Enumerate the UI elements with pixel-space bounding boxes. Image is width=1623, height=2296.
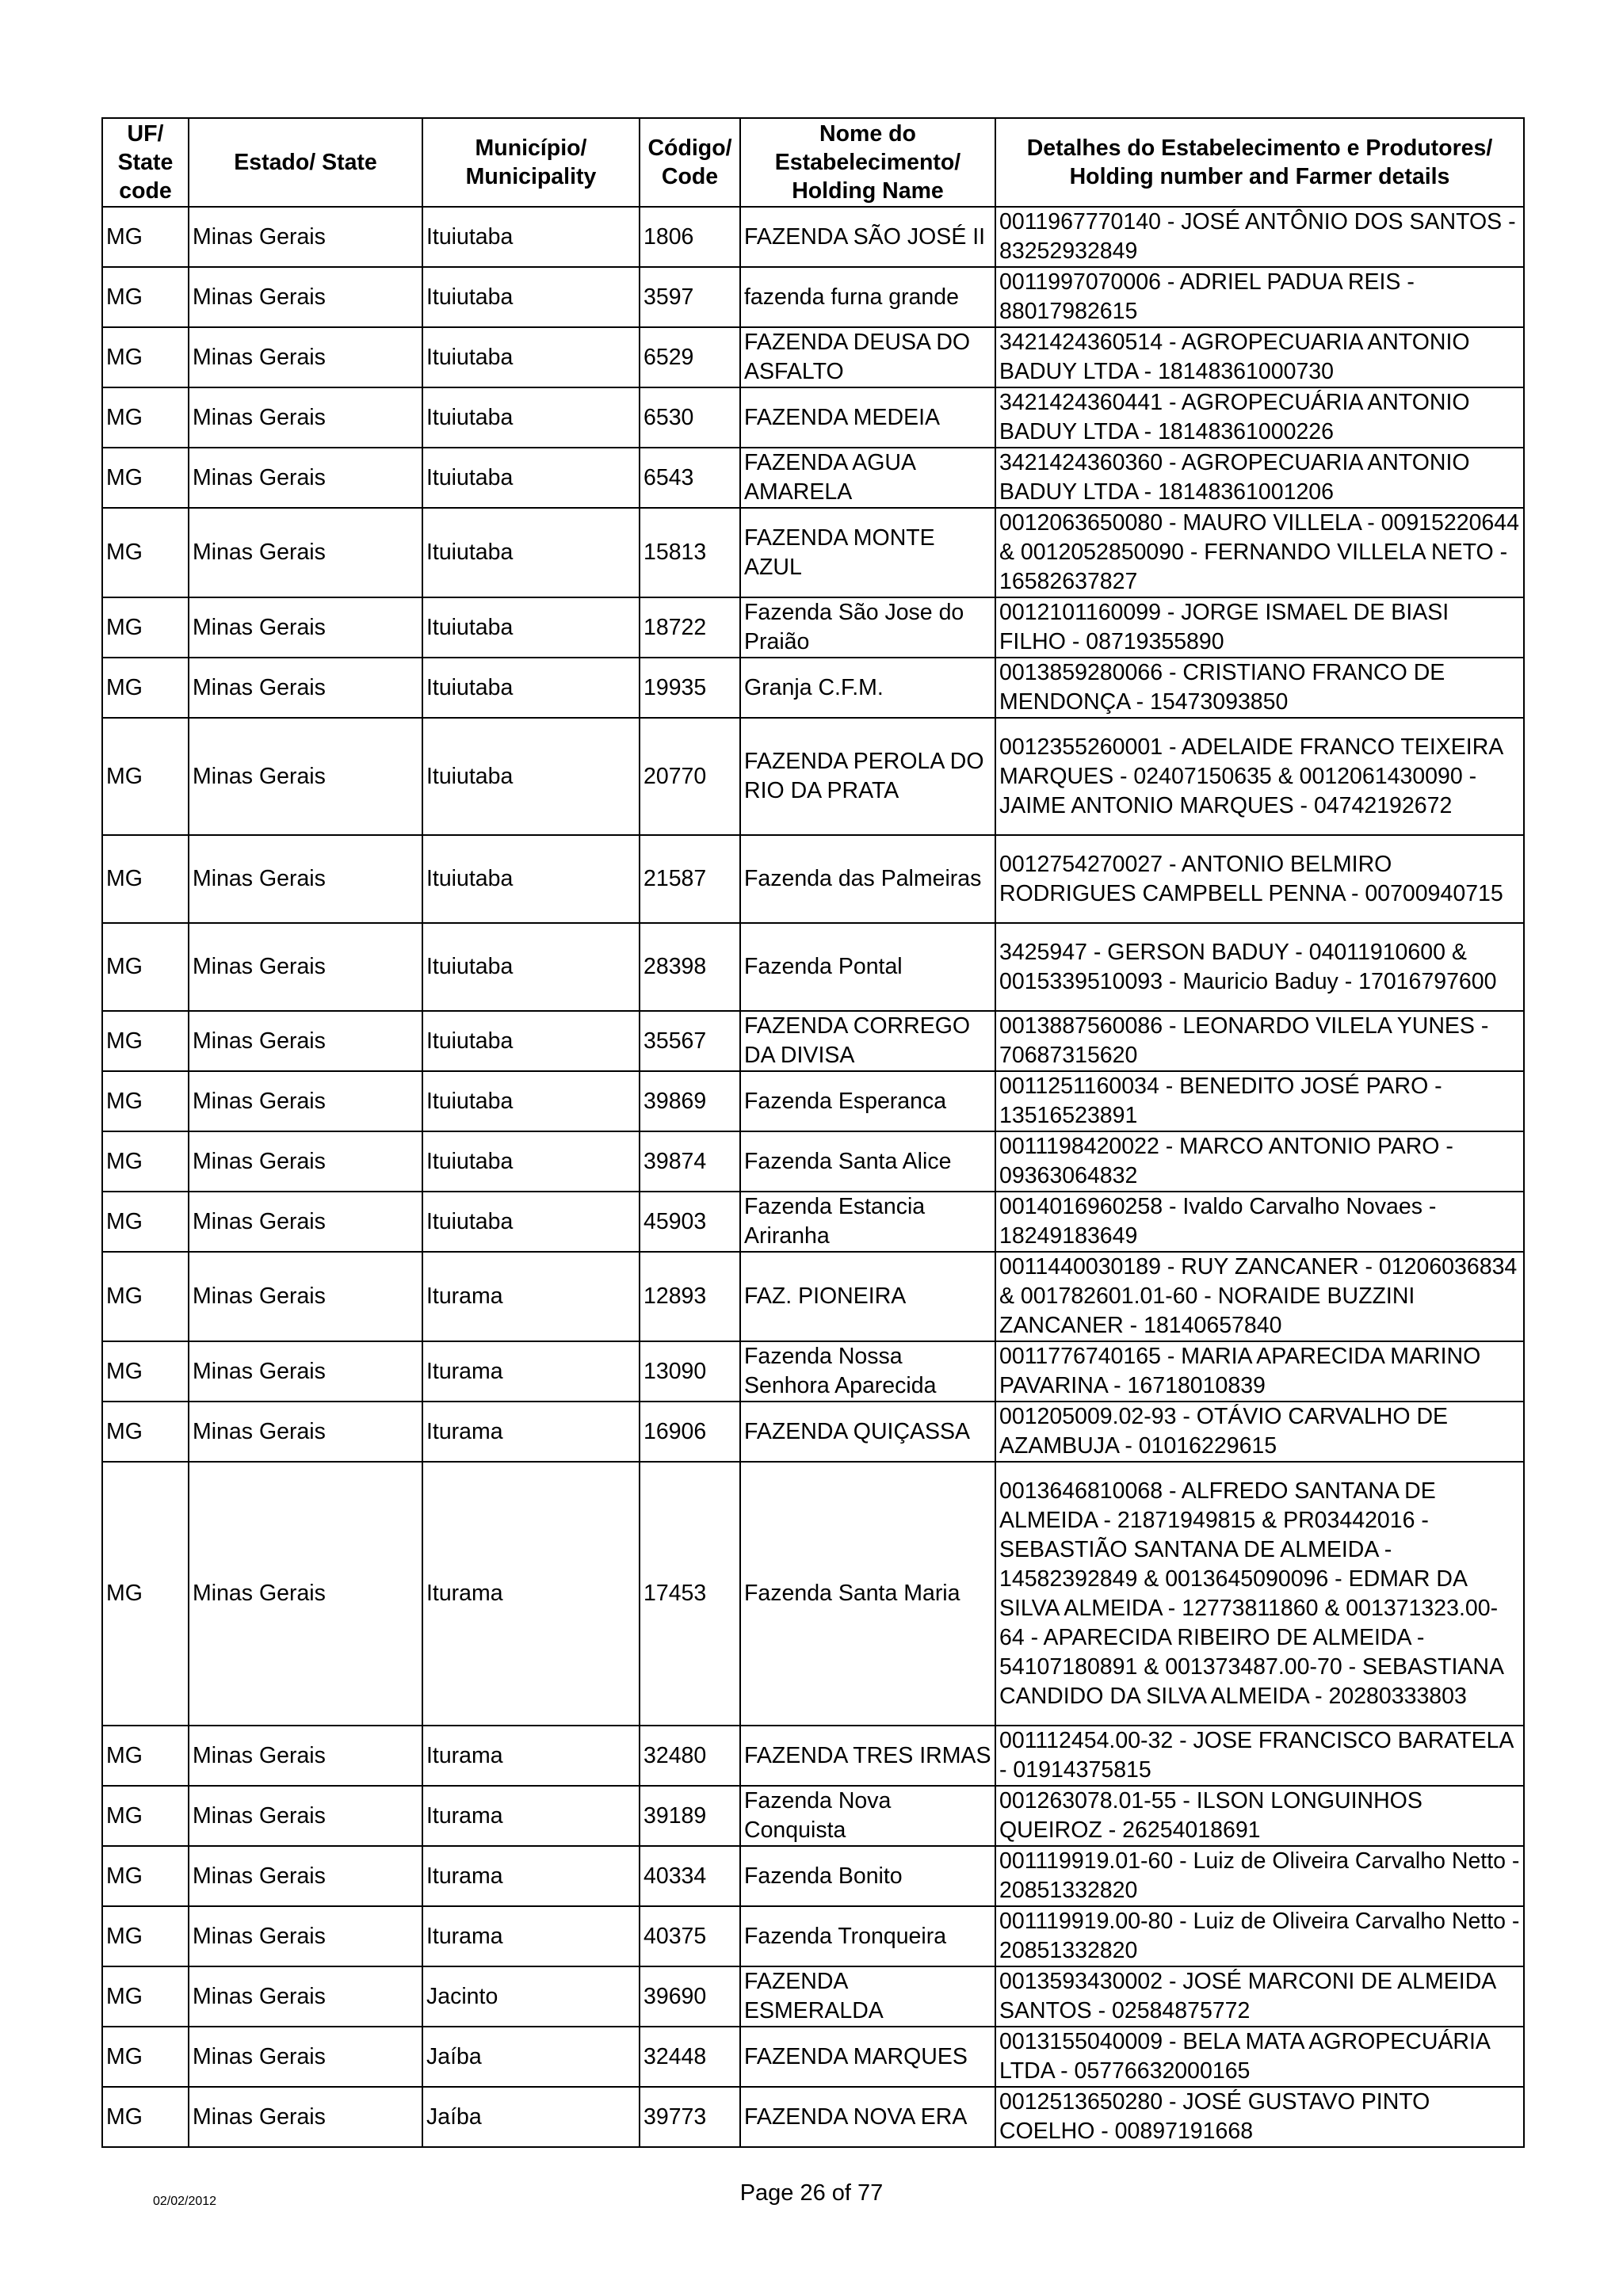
cell-detalhes: 0012101160099 - JORGE ISMAEL DE BIASI FILHO - 08719355890	[995, 597, 1524, 658]
cell-uf: MG	[102, 508, 189, 597]
cell-detalhes: 0014016960258 - Ivaldo Carvalho Novaes - 18249183649	[995, 1192, 1524, 1252]
cell-codigo: 39874	[640, 1131, 740, 1192]
cell-uf: MG	[102, 2027, 189, 2087]
table-row	[102, 267, 1524, 327]
cell-municipio: Jacinto	[422, 1966, 640, 2027]
table-body	[102, 207, 1524, 2147]
cell-municipio: Ituiutaba	[422, 327, 640, 387]
cell-detalhes: 001119919.00-80 - Luiz de Oliveira Carvalho Netto - 20851332820	[995, 1906, 1524, 1966]
cell-uf: MG	[102, 2087, 189, 2147]
cell-detalhes: 001119919.01-60 - Luiz de Oliveira Carvalho Netto - 20851332820	[995, 1846, 1524, 1906]
table-row	[102, 597, 1524, 658]
cell-uf: MG	[102, 1341, 189, 1402]
cell-uf: MG	[102, 597, 189, 658]
cell-municipio: Ituiutaba	[422, 1131, 640, 1192]
cell-detalhes: 0012513650280 - JOSÉ GUSTAVO PINTO COELHO - 00897191668	[995, 2087, 1524, 2147]
cell-codigo: 3597	[640, 267, 740, 327]
cell-estado: Minas Gerais	[189, 1252, 422, 1341]
cell-nome: Fazenda Santa Maria	[740, 1462, 995, 1726]
cell-estado: Minas Gerais	[189, 923, 422, 1011]
cell-detalhes: 0011776740165 - MARIA APARECIDA MARINO PAVARINA - 16718010839	[995, 1341, 1524, 1402]
cell-detalhes: 0011251160034 - BENEDITO JOSÉ PARO - 13516523891	[995, 1071, 1524, 1131]
cell-nome: Fazenda Bonito	[740, 1846, 995, 1906]
cell-nome: Fazenda das Palmeiras	[740, 835, 995, 923]
cell-municipio: Ituiutaba	[422, 835, 640, 923]
footer-date: 02/02/2012	[153, 2195, 217, 2208]
cell-uf: MG	[102, 1846, 189, 1906]
cell-municipio: Ituiutaba	[422, 1192, 640, 1252]
cell-uf: MG	[102, 1966, 189, 2027]
cell-nome: fazenda furna grande	[740, 267, 995, 327]
cell-uf: MG	[102, 1786, 189, 1846]
cell-nome: Fazenda São Jose do Praião	[740, 597, 995, 658]
table-row	[102, 1071, 1524, 1131]
cell-estado: Minas Gerais	[189, 2027, 422, 2087]
cell-estado: Minas Gerais	[189, 1846, 422, 1906]
cell-nome: FAZENDA QUIÇASSA	[740, 1402, 995, 1462]
cell-codigo: 32448	[640, 2027, 740, 2087]
cell-uf: MG	[102, 1192, 189, 1252]
cell-detalhes: 0013155040009 - BELA MATA AGROPECUÁRIA LTDA - 05776632000165	[995, 2027, 1524, 2087]
cell-uf: MG	[102, 1252, 189, 1341]
cell-detalhes: 0011997070006 - ADRIEL PADUA REIS - 88017982615	[995, 267, 1524, 327]
cell-detalhes: 3425947 - GERSON BADUY - 04011910600 & 0015339510093 - Mauricio Baduy - 17016797600	[995, 923, 1524, 1011]
cell-municipio: Ituiutaba	[422, 207, 640, 267]
table-row	[102, 1341, 1524, 1402]
table-row	[102, 923, 1524, 1011]
cell-municipio: Iturama	[422, 1252, 640, 1341]
cell-nome: FAZENDA MARQUES	[740, 2027, 995, 2087]
cell-nome: FAZENDA ESMERALDA	[740, 1966, 995, 2027]
cell-estado: Minas Gerais	[189, 658, 422, 718]
cell-detalhes: 001205009.02-93 - OTÁVIO CARVALHO DE AZAMBUJA - 01016229615	[995, 1402, 1524, 1462]
cell-municipio: Ituiutaba	[422, 923, 640, 1011]
cell-nome: FAZENDA SÃO JOSÉ II	[740, 207, 995, 267]
table-row	[102, 1846, 1524, 1906]
cell-estado: Minas Gerais	[189, 1131, 422, 1192]
cell-estado: Minas Gerais	[189, 1071, 422, 1131]
table-row	[102, 387, 1524, 448]
header-estado: Estado/ State	[189, 118, 422, 207]
cell-codigo: 18722	[640, 597, 740, 658]
table-row	[102, 1726, 1524, 1786]
cell-uf: MG	[102, 1011, 189, 1071]
footer-page-number: Page 26 of 77	[739, 2180, 884, 2206]
table-row	[102, 1402, 1524, 1462]
cell-nome: Granja C.F.M.	[740, 658, 995, 718]
cell-uf: MG	[102, 1462, 189, 1726]
cell-estado: Minas Gerais	[189, 718, 422, 835]
cell-nome: Fazenda Tronqueira	[740, 1906, 995, 1966]
cell-municipio: Ituiutaba	[422, 267, 640, 327]
table-header-row	[102, 118, 1524, 207]
cell-nome: Fazenda Nossa Senhora Aparecida	[740, 1341, 995, 1402]
cell-estado: Minas Gerais	[189, 207, 422, 267]
table-row	[102, 835, 1524, 923]
header-uf: UF/ State code	[102, 118, 189, 207]
cell-codigo: 40334	[640, 1846, 740, 1906]
cell-municipio: Ituiutaba	[422, 387, 640, 448]
table-row	[102, 448, 1524, 508]
table-row	[102, 1131, 1524, 1192]
cell-uf: MG	[102, 1402, 189, 1462]
cell-municipio: Jaíba	[422, 2027, 640, 2087]
cell-municipio: Ituiutaba	[422, 1011, 640, 1071]
cell-estado: Minas Gerais	[189, 1966, 422, 2027]
cell-codigo: 28398	[640, 923, 740, 1011]
cell-codigo: 6530	[640, 387, 740, 448]
cell-detalhes: 3421424360514 - AGROPECUARIA ANTONIO BADUY LTDA - 18148361000730	[995, 327, 1524, 387]
cell-uf: MG	[102, 1906, 189, 1966]
cell-nome: FAZENDA DEUSA DO ASFALTO	[740, 327, 995, 387]
cell-estado: Minas Gerais	[189, 1462, 422, 1726]
cell-codigo: 32480	[640, 1726, 740, 1786]
cell-municipio: Iturama	[422, 1462, 640, 1726]
cell-detalhes: 3421424360360 - AGROPECUARIA ANTONIO BADUY LTDA - 18148361001206	[995, 448, 1524, 508]
cell-municipio: Jaíba	[422, 2087, 640, 2147]
cell-estado: Minas Gerais	[189, 1192, 422, 1252]
cell-codigo: 19935	[640, 658, 740, 718]
cell-municipio: Ituiutaba	[422, 597, 640, 658]
cell-codigo: 21587	[640, 835, 740, 923]
cell-estado: Minas Gerais	[189, 508, 422, 597]
cell-uf: MG	[102, 387, 189, 448]
cell-nome: FAZENDA NOVA ERA	[740, 2087, 995, 2147]
cell-municipio: Ituiutaba	[422, 1071, 640, 1131]
cell-codigo: 6543	[640, 448, 740, 508]
cell-nome: Fazenda Esperanca	[740, 1071, 995, 1131]
table-row	[102, 1011, 1524, 1071]
cell-detalhes: 0013859280066 - CRISTIANO FRANCO DE MENDONÇA - 15473093850	[995, 658, 1524, 718]
table-row	[102, 327, 1524, 387]
cell-estado: Minas Gerais	[189, 835, 422, 923]
holdings-table	[101, 117, 1525, 2148]
cell-detalhes: 0012355260001 - ADELAIDE FRANCO TEIXEIRA MARQUES - 02407150635 & 0012061430090 - JAIME ANTONIO MARQUES - 04742192672	[995, 718, 1524, 835]
cell-estado: Minas Gerais	[189, 1011, 422, 1071]
cell-nome: Fazenda Estancia Ariranha	[740, 1192, 995, 1252]
cell-estado: Minas Gerais	[189, 1786, 422, 1846]
cell-nome: FAZENDA CORREGO DA DIVISA	[740, 1011, 995, 1071]
cell-nome: Fazenda Santa Alice	[740, 1131, 995, 1192]
cell-municipio: Iturama	[422, 1726, 640, 1786]
table-row	[102, 1192, 1524, 1252]
cell-nome: FAZ. PIONEIRA	[740, 1252, 995, 1341]
cell-municipio: Ituiutaba	[422, 448, 640, 508]
cell-municipio: Ituiutaba	[422, 718, 640, 835]
cell-codigo: 39773	[640, 2087, 740, 2147]
header-municipio: Município/ Municipality	[422, 118, 640, 207]
cell-codigo: 13090	[640, 1341, 740, 1402]
cell-municipio: Ituiutaba	[422, 658, 640, 718]
cell-detalhes: 0012754270027 - ANTONIO BELMIRO RODRIGUES CAMPBELL PENNA - 00700940715	[995, 835, 1524, 923]
cell-estado: Minas Gerais	[189, 1341, 422, 1402]
cell-municipio: Iturama	[422, 1786, 640, 1846]
table-row	[102, 207, 1524, 267]
cell-nome: FAZENDA MEDEIA	[740, 387, 995, 448]
cell-uf: MG	[102, 1071, 189, 1131]
cell-nome: FAZENDA MONTE AZUL	[740, 508, 995, 597]
cell-uf: MG	[102, 267, 189, 327]
header-nome: Nome do Estabelecimento/ Holding Name	[740, 118, 995, 207]
cell-estado: Minas Gerais	[189, 387, 422, 448]
cell-municipio: Iturama	[422, 1402, 640, 1462]
cell-detalhes: 0013646810068 - ALFREDO SANTANA DE ALMEIDA - 21871949815 & PR03442016 - SEBASTIÃO SANTANA DE ALMEIDA - 14582392849 & 0013645090096 - EDMAR DA SILVA ALMEIDA - 12773811860 & 001371323.00-64 - APARECIDA RIBEIRO DE ALMEIDA - 54107180891 & 001373487.00-70 - SEBASTIANA CANDIDO DA SILVA ALMEIDA - 20280333803	[995, 1462, 1524, 1726]
cell-uf: MG	[102, 448, 189, 508]
cell-municipio: Iturama	[422, 1341, 640, 1402]
cell-codigo: 39189	[640, 1786, 740, 1846]
cell-codigo: 45903	[640, 1192, 740, 1252]
cell-codigo: 16906	[640, 1402, 740, 1462]
header-detalhes: Detalhes do Estabelecimento e Produtores/ Holding number and Farmer details	[995, 118, 1524, 207]
cell-nome: Fazenda Pontal	[740, 923, 995, 1011]
holdings-table-container	[101, 117, 1523, 2148]
table-row	[102, 1906, 1524, 1966]
cell-nome: Fazenda Nova Conquista	[740, 1786, 995, 1846]
cell-estado: Minas Gerais	[189, 2087, 422, 2147]
cell-uf: MG	[102, 327, 189, 387]
table-row	[102, 1252, 1524, 1341]
cell-codigo: 15813	[640, 508, 740, 597]
cell-detalhes: 3421424360441 - AGROPECUÁRIA ANTONIO BADUY LTDA - 18148361000226	[995, 387, 1524, 448]
table-row	[102, 1786, 1524, 1846]
cell-estado: Minas Gerais	[189, 597, 422, 658]
cell-codigo: 17453	[640, 1462, 740, 1726]
cell-codigo: 39869	[640, 1071, 740, 1131]
cell-codigo: 6529	[640, 327, 740, 387]
cell-detalhes: 0012063650080 - MAURO VILLELA - 00915220644 & 0012052850090 - FERNANDO VILLELA NETO - 16582637827	[995, 508, 1524, 597]
table-row	[102, 1462, 1524, 1726]
cell-codigo: 35567	[640, 1011, 740, 1071]
table-row	[102, 658, 1524, 718]
table-row	[102, 508, 1524, 597]
cell-detalhes: 0013887560086 - LEONARDO VILELA YUNES - 70687315620	[995, 1011, 1524, 1071]
cell-codigo: 40375	[640, 1906, 740, 1966]
cell-estado: Minas Gerais	[189, 448, 422, 508]
header-codigo: Código/ Code	[640, 118, 740, 207]
cell-detalhes: 0011967770140 - JOSÉ ANTÔNIO DOS SANTOS - 83252932849	[995, 207, 1524, 267]
table-row	[102, 718, 1524, 835]
cell-municipio: Ituiutaba	[422, 508, 640, 597]
cell-nome: FAZENDA AGUA AMARELA	[740, 448, 995, 508]
cell-estado: Minas Gerais	[189, 1402, 422, 1462]
cell-nome: FAZENDA TRES IRMAS	[740, 1726, 995, 1786]
cell-uf: MG	[102, 1131, 189, 1192]
cell-uf: MG	[102, 207, 189, 267]
cell-uf: MG	[102, 835, 189, 923]
cell-uf: MG	[102, 923, 189, 1011]
cell-detalhes: 0011198420022 - MARCO ANTONIO PARO - 09363064832	[995, 1131, 1524, 1192]
cell-detalhes: 001263078.01-55 - ILSON LONGUINHOS QUEIROZ - 26254018691	[995, 1786, 1524, 1846]
table-row	[102, 1966, 1524, 2027]
cell-codigo: 39690	[640, 1966, 740, 2027]
cell-codigo: 20770	[640, 718, 740, 835]
cell-detalhes: 001112454.00-32 - JOSE FRANCISCO BARATELA - 01914375815	[995, 1726, 1524, 1786]
cell-nome: FAZENDA PEROLA DO RIO DA PRATA	[740, 718, 995, 835]
table-row	[102, 2027, 1524, 2087]
cell-estado: Minas Gerais	[189, 327, 422, 387]
table-row	[102, 2087, 1524, 2147]
cell-codigo: 12893	[640, 1252, 740, 1341]
cell-uf: MG	[102, 718, 189, 835]
cell-detalhes: 0011440030189 - RUY ZANCANER - 01206036834 & 001782601.01-60 - NORAIDE BUZZINI ZANCANER - 18140657840	[995, 1252, 1524, 1341]
cell-uf: MG	[102, 1726, 189, 1786]
cell-estado: Minas Gerais	[189, 267, 422, 327]
cell-municipio: Iturama	[422, 1846, 640, 1906]
cell-codigo: 1806	[640, 207, 740, 267]
cell-municipio: Iturama	[422, 1906, 640, 1966]
cell-uf: MG	[102, 658, 189, 718]
cell-estado: Minas Gerais	[189, 1726, 422, 1786]
cell-estado: Minas Gerais	[189, 1906, 422, 1966]
cell-detalhes: 0013593430002 - JOSÉ MARCONI DE ALMEIDA SANTOS - 02584875772	[995, 1966, 1524, 2027]
